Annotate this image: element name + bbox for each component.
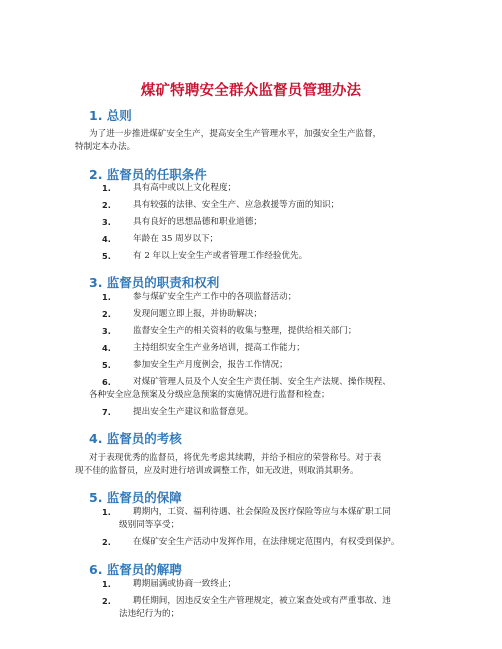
list-item: 监督安全生产的相关资料的收集与整理，提供给相关部门； bbox=[133, 326, 357, 336]
list-item: 发现问题立即上报，并协助解决； bbox=[133, 309, 262, 319]
paragraph-line: 特制定本办法。 bbox=[75, 142, 136, 152]
list-item: 具有高中或以上文化程度； bbox=[133, 183, 237, 193]
list-item: 年龄在 35 周岁以下； bbox=[133, 234, 219, 244]
paragraph-line: 为了进一步推进煤矿安全生产，提高安全生产管理水平，加强安全生产监督， bbox=[89, 129, 382, 139]
list-item: 在煤矿安全生产活动中发挥作用，在法律规定范围内，有权受到保护。 bbox=[133, 537, 400, 547]
list-number: 6. bbox=[102, 377, 111, 387]
section-heading-qualifications: 2. 监督员的任职条件 bbox=[89, 167, 207, 182]
list-item: 聘任期间，因违反安全生产管理规定，被立案查处或有严重事故、违 bbox=[133, 596, 391, 606]
list-number: 7. bbox=[102, 407, 111, 417]
list-item: 聘期内，工资、福利待遇、社会保险及医疗保险等应与本煤矿职工同 bbox=[133, 507, 391, 517]
list-item: 聘期届满或协商一致终止； bbox=[133, 579, 237, 589]
section-heading-assessment: 4. 监督员的考核 bbox=[89, 431, 182, 446]
section-heading-protection: 5. 监督员的保障 bbox=[89, 490, 182, 505]
list-item: 参加安全生产月度例会，报告工作情况； bbox=[133, 360, 288, 370]
list-number: 4. bbox=[102, 343, 111, 353]
list-number: 3. bbox=[102, 217, 111, 227]
section-heading-general: 1. 总则 bbox=[89, 108, 132, 123]
list-number: 2. bbox=[102, 596, 111, 606]
list-number: 2. bbox=[102, 309, 111, 319]
list-item-continuation: 级别同等享受； bbox=[119, 520, 180, 530]
list-item: 参与煤矿安全生产工作中的各项监督活动； bbox=[133, 292, 297, 302]
list-number: 4. bbox=[102, 234, 111, 244]
list-number: 1. bbox=[102, 507, 111, 517]
paragraph-line: 对于表现优秀的监督员，将优先考虑其续聘，并给予相应的荣誉称号。对于表 bbox=[89, 453, 382, 463]
list-item: 提出安全生产建议和监督意见。 bbox=[133, 407, 254, 417]
list-item: 具有良好的思想品德和职业道德； bbox=[133, 217, 262, 227]
list-item-continuation: 各种安全应急预案及分级应急预案的实施情况进行监督和检查； bbox=[89, 390, 330, 400]
list-item: 有 2 年以上安全生产或者管理工作经验优先。 bbox=[133, 251, 308, 261]
list-item-continuation: 法违纪行为的； bbox=[119, 609, 180, 619]
section-heading-dismissal: 6. 监督员的解聘 bbox=[89, 562, 182, 577]
list-item: 对煤矿管理人员及个人安全生产责任制、安全生产法规、操作规程、 bbox=[133, 377, 391, 387]
list-item: 主持组织安全生产业务培训，提高工作能力； bbox=[133, 343, 305, 353]
document-title: 煤矿特聘安全群众监督员管理办法 bbox=[140, 83, 362, 99]
list-number: 1. bbox=[102, 579, 111, 589]
list-number: 5. bbox=[102, 360, 111, 370]
list-item: 具有较强的法律、安全生产、应急救援等方面的知识； bbox=[133, 200, 340, 210]
list-number: 5. bbox=[102, 251, 111, 261]
list-number: 2. bbox=[102, 537, 111, 547]
list-number: 1. bbox=[102, 292, 111, 302]
section-heading-duties: 3. 监督员的职责和权利 bbox=[89, 275, 220, 290]
list-number: 3. bbox=[102, 326, 111, 336]
list-number: 2. bbox=[102, 200, 111, 210]
paragraph-line: 现不佳的监督员，应及时进行培训或调整工作，如无改进，则取消其职务。 bbox=[75, 466, 359, 476]
list-number: 1. bbox=[102, 183, 111, 193]
